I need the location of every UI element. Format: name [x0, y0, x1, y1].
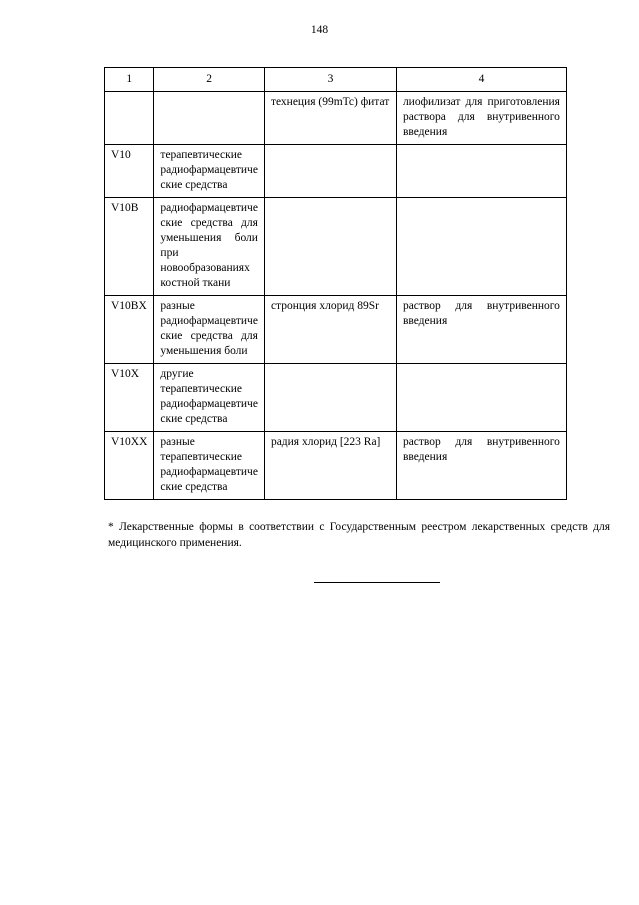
table-header-row: [105, 68, 567, 92]
atc-code-cell: [105, 92, 154, 145]
atc-code-cell: V10X: [105, 364, 154, 432]
group-name-cell: [154, 198, 265, 296]
substance-cell: радия хлорид [223 Ra]: [264, 432, 396, 500]
dosage-form-cell: раствор для внутривенного введения: [396, 432, 566, 500]
table-row: [105, 296, 567, 364]
dosage-form-cell: раствор для внутривенного введения: [396, 296, 566, 364]
substance-cell: стронция хлорид 89Sr: [264, 296, 396, 364]
header-cell-4: 4: [396, 68, 566, 92]
dosage-form-cell: [396, 145, 566, 198]
end-separator-line: [314, 582, 440, 583]
dosage-form-cell: [396, 198, 566, 296]
atc-code-cell: V10BX: [105, 296, 154, 364]
footnote: * Лекарственные формы в соответствии с Государственным реестром лекарственных средств для медицинского применения.: [108, 521, 610, 549]
group-name-text: другие терапевтические радиофармацевтиче ские средства: [160, 368, 258, 425]
substance-cell: [264, 364, 396, 432]
group-name-cell: [154, 432, 265, 500]
table-row: [105, 198, 567, 296]
group-name-text: терапевтические радиофармацевтиче ские средства: [160, 149, 258, 191]
group-name-cell: [154, 296, 265, 364]
atc-code-cell: V10B: [105, 198, 154, 296]
group-name-text: радиофармацевтиче ские средства для уменьшения боли при новообразованиях костной ткани: [160, 202, 258, 289]
header-cell-2: 2: [154, 68, 265, 92]
group-name-cell: [154, 364, 265, 432]
table-row: [105, 92, 567, 145]
group-name-cell: [154, 92, 265, 145]
table-row: [105, 364, 567, 432]
table-row: [105, 145, 567, 198]
group-name-cell: [154, 145, 265, 198]
table-row: [105, 432, 567, 500]
header-cell-3: 3: [264, 68, 396, 92]
drug-classification-table: [104, 67, 567, 500]
page-number: 148: [310, 24, 329, 36]
group-name-text: разные радиофармацевтиче ские средства для уменьшения боли: [160, 300, 258, 357]
atc-code-cell: V10XX: [105, 432, 154, 500]
substance-cell: [264, 198, 396, 296]
substance-cell: технеция (99mTc) фитат: [264, 92, 396, 145]
dosage-form-cell: [396, 364, 566, 432]
substance-cell: [264, 145, 396, 198]
group-name-text: разные терапевтические радиофармацевтиче ские средства: [160, 436, 258, 493]
dosage-form-cell: лиофилизат для приготовления раствора для внутривенного введения: [396, 92, 566, 145]
header-cell-1: 1: [105, 68, 154, 92]
atc-code-cell: V10: [105, 145, 154, 198]
